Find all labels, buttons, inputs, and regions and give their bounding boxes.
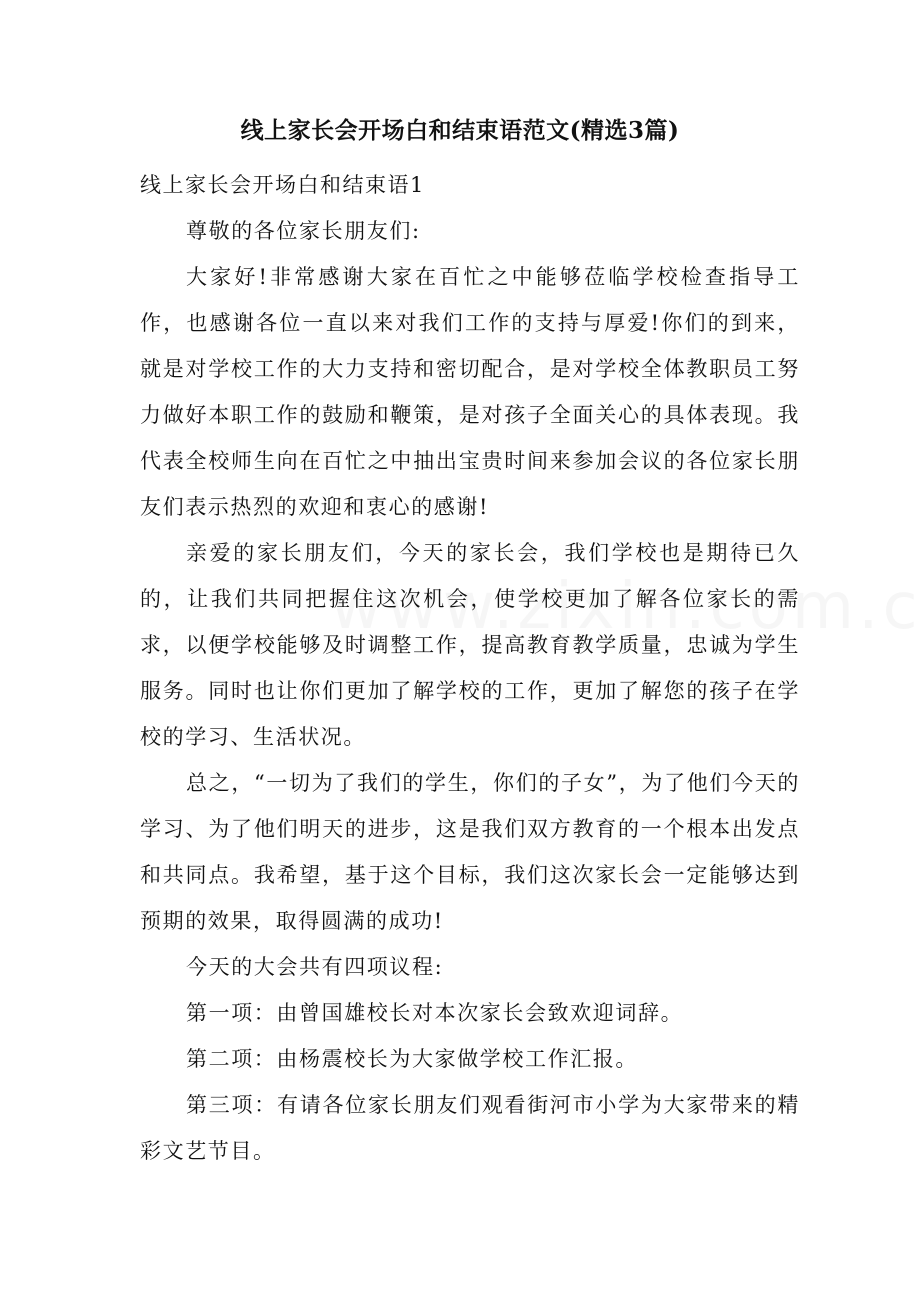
paragraph-summary: 总之，“一切为了我们的学生，你们的子女”，为了他们今天的学习、为了他们明天的进步，这是我们双方教育的一个根本出发点和共同点。我希望，基于这个目标，我们这次家长会一定能够达到预期的效果，取得圆满的成功! (140, 771, 800, 933)
section-heading: 线上家长会开场白和结束语1 (140, 173, 425, 197)
paragraph-expectation: 亲爱的家长朋友们，今天的家长会，我们学校也是期待已久的，让我们共同把握住这次机会，使学校更加了解各位家长的需求，以便学校能够及时调整工作，提高教育教学质量，忠诚为学生服务。同时也让你们更加了解学校的工作，更加了解您的孩子在学校的学习、生活状况。 (140, 541, 800, 749)
paragraph-greeting: 大家好!非常感谢大家在百忙之中能够莅临学校检查指导工作，也感谢各位一直以来对我们工作的支持与厚爱!你们的到来，就是对学校工作的大力支持和密切配合，是对学校全体教职员工努力做好本职工作的鼓励和鞭策，是对孩子全面关心的具体表现。我代表全校师生向在百忙之中抽出宝贵时间来参加会议的各位家长朋友们表示热烈的欢迎和衷心的感谢! (140, 265, 800, 519)
paragraph-agenda-item-1: 第一项：由曾国雄校长对本次家长会致欢迎词辞。 (186, 1001, 684, 1025)
paragraph-agenda-intro: 今天的大会共有四项议程: (186, 955, 444, 979)
paragraph-agenda-item-3: 第三项：有请各位家长朋友们观看街河市小学为大家带来的精彩文艺节目。 (140, 1093, 800, 1163)
document-body (140, 208, 800, 1174)
paragraph-salutation: 尊敬的各位家长朋友们: (186, 219, 421, 243)
paragraph-agenda-item-2: 第二项：由杨震校长为大家做学校工作汇报。 (186, 1047, 638, 1071)
document-title: 线上家长会开场白和结束语范文(精选3篇) (240, 117, 680, 144)
